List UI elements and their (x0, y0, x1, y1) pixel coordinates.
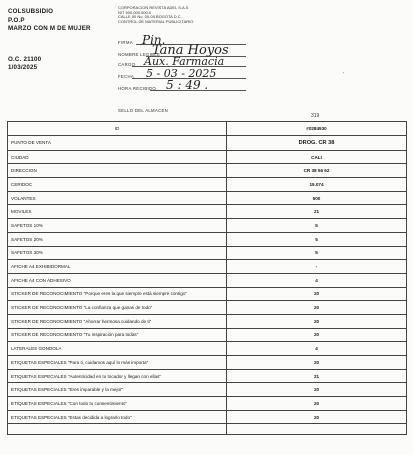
row-label: SAFETOS 10% (8, 219, 227, 233)
row-value: 20 (227, 301, 407, 315)
company-line: CONTROL DE MATERIAL PUBLICITARIO (118, 18, 194, 24)
table-row (8, 356, 407, 370)
table-row (8, 150, 407, 164)
client-title: COLSUBSIDIO (8, 8, 54, 15)
sello-label: SELLO DEL ALMACEN (118, 108, 169, 113)
row-label: CERIDOC (8, 178, 227, 192)
row-value: CR 38 56 62 (227, 164, 407, 178)
row-label: VOLANTES (8, 191, 227, 205)
oc-date: 1/03/2025 (8, 64, 38, 71)
table-row (8, 342, 407, 356)
row-value: 500 (227, 191, 407, 205)
row-value: #0284530 (227, 122, 407, 136)
table-row (8, 164, 407, 178)
row-value: 5 (227, 246, 407, 260)
row-label: ID (8, 122, 227, 136)
page-number: 319 (311, 113, 320, 119)
row-value: 20 (227, 383, 407, 397)
table-row (8, 205, 407, 219)
table-row (8, 314, 407, 328)
stray-mark: ' (343, 72, 344, 78)
row-label: AFICHE A4 CON ADHESIVO (8, 273, 227, 287)
row-value: 21 (227, 205, 407, 219)
row-value: 4 (227, 273, 407, 287)
row-value: 21 (227, 369, 407, 383)
pop-material-table (7, 121, 407, 435)
table-row (8, 232, 407, 246)
header-left (8, 8, 91, 73)
row-label: ETIQUETAS ESPECIALES "Estas decidida a lograrlo todo" (8, 410, 227, 424)
row-value: 20 (227, 356, 407, 370)
table-row (8, 135, 407, 150)
client-subtitle: P.O.P (8, 16, 25, 24)
cargo-value: Aux. Farmacia (144, 55, 225, 68)
table-row (8, 178, 407, 192)
company-info (118, 6, 228, 24)
row-value: 15.074 (227, 178, 407, 192)
company-line: CORPORACION REVISTA ADEL S.A.S (118, 5, 189, 10)
table-row (8, 410, 407, 424)
row-value: 20 (227, 314, 407, 328)
table-row (8, 260, 407, 274)
row-label: ETIQUETAS ESPECIALES "Con todo tu consentimiento" (8, 397, 227, 411)
nombre-value: Tana Hoyos (152, 43, 229, 58)
row-label: STICKER DE RECONOCIMIENTO "Tu inspiración para todas" (8, 328, 227, 342)
row-value: DROG. CR 38 (227, 135, 407, 150)
table-row (8, 424, 407, 435)
row-label: STICKER DE RECONOCIMIENTO "La confianza que ganas de todo" (8, 301, 227, 315)
row-value: 5 (227, 219, 407, 233)
firma-value: Pin. (142, 33, 166, 47)
table-row (8, 246, 407, 260)
row-label: MOVILES (8, 205, 227, 219)
row-value: - (227, 260, 407, 274)
row-value: 5 (227, 232, 407, 246)
row-label: LATERALES GONDOLA (8, 342, 227, 356)
table-row (8, 383, 407, 397)
row-label: SAFETOS 30% (8, 246, 227, 260)
table-row (8, 328, 407, 342)
row-label: STICKER DE RECONOCIMIENTO "Porque eres la que siempre está siempre contigo" (8, 287, 227, 301)
row-value: 20 (227, 328, 407, 342)
row-value: 20 (227, 287, 407, 301)
row-value: CALI (227, 150, 407, 164)
row-label (8, 424, 227, 435)
firma-label: FIRMA (118, 40, 133, 45)
hora-value: 5 : 49 . (166, 78, 209, 92)
hora-label: HORA RECIBIDO (118, 86, 157, 91)
row-label: PUNTO DE VENTA (8, 135, 227, 150)
row-label: STICKER DE RECONOCIMIENTO "Ahorrar hermosa cuidando de ti" (8, 314, 227, 328)
row-label: ETIQUETAS ESPECIALES "Autenticidad en tu tocador y llegan con ellas" (8, 369, 227, 383)
table-row (8, 369, 407, 383)
row-value: 20 (227, 410, 407, 424)
table-row (8, 301, 407, 315)
row-value (227, 424, 407, 435)
oc-number: O.C. 21100 (8, 55, 42, 63)
table-row (8, 219, 407, 233)
company-line: NIT 900.000.000-0 (118, 9, 152, 15)
row-value: 20 (227, 397, 407, 411)
table-row (8, 287, 407, 301)
nombre-label: NOMBRE LEGIBLE (118, 52, 161, 57)
row-label: DIRECCION (8, 164, 227, 178)
row-label: AFICHE A4 EXHIBIDORMAL (8, 260, 227, 274)
cargo-label: CARGO (118, 62, 136, 67)
fecha-value: 5 - 03 - 2025 (146, 67, 217, 80)
table-row (8, 397, 407, 411)
row-label: ETIQUETAS ESPECIALES "Para ti, cuidamos aquí lo más importa" (8, 356, 227, 370)
row-value: 4 (227, 342, 407, 356)
campaign-name: MARZO CON M DE MUJER (8, 25, 91, 32)
company-line: CALLE 00 No. 00-00 BOGOTA D.C. (118, 14, 182, 20)
row-label: CIUDAD (8, 150, 227, 164)
table-row (8, 191, 407, 205)
table-row (8, 273, 407, 287)
fecha-label: FECHA (118, 74, 135, 79)
row-label: SAFETOS 20% (8, 232, 227, 246)
table-row (8, 122, 407, 136)
row-label: ETIQUETAS ESPECIALES "Eres imparable y la mejor" (8, 383, 227, 397)
